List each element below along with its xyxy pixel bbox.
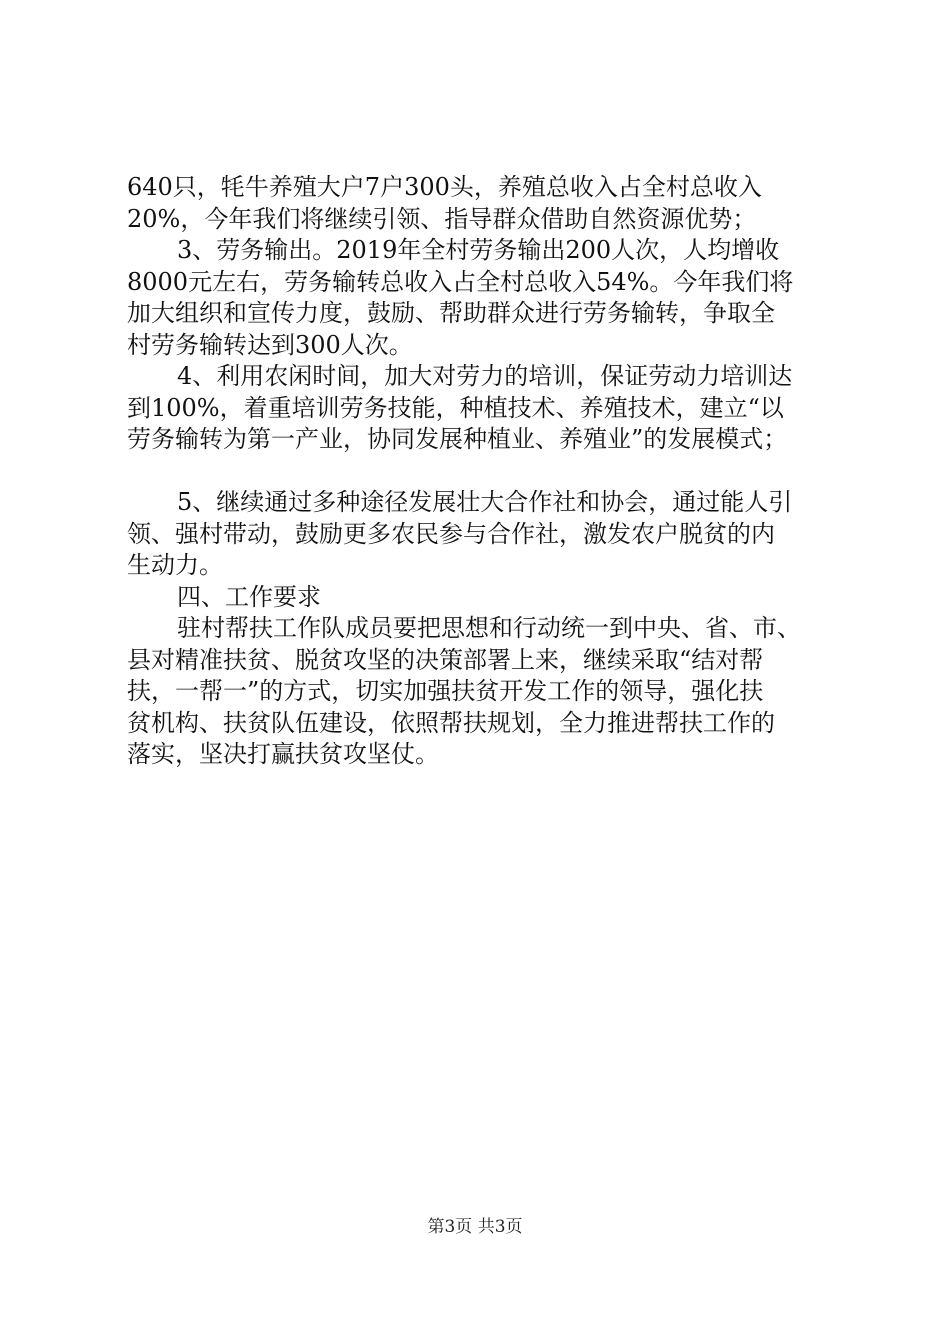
text-line-19: 落实，坚决打赢扶贫攻坚仗。 [127,740,439,768]
text-line-17: 扶，一帮一”的方式，切实加强扶贫开发工作的领导，强化扶 [127,677,764,705]
text-line-4: 8000元左右，劳务输转总收入占全村总收入54%。今年我们将 [127,267,794,296]
text-line-18: 贫机构、扶贫队伍建设，依照帮扶规划，全力推进帮扶工作的 [127,708,775,737]
text-line-5: 加大组织和宣传力度，鼓励、帮助群众进行劳务输转，争取全 [127,299,775,327]
text-line-16: 县对精准扶贫、脱贫攻坚的决策部署上来，继续采取“结对帮 [127,645,764,674]
text-line-2: 20%，今年我们将继续引领、指导群众借助自然资源优势； [127,204,757,233]
text-line-15: 驻村帮扶工作队成员要把思想和行动统一到中央、省、市、 [177,614,801,642]
text-line-7: 4、利用农闲时间，加大对劳力的培训，保证劳动力培训达 [177,362,793,390]
text-line-13: 生动力。 [127,551,223,579]
blank-line [127,456,847,488]
page-footer [0,1212,950,1237]
text-line-9: 劳务输转为第一产业，协同发展种植业、养殖业”的发展模式； [127,425,788,453]
text-line-11: 5、继续通过多种途径发展壮大合作社和协会，通过能人引 [177,488,793,516]
document-body [127,172,847,771]
text-line-6: 村劳务输转达到300人次。 [127,330,413,359]
text-line-3: 3、劳务输出。2019年全村劳务输出200人次，人均增收 [177,236,780,264]
section-heading: 四、工作要求 [177,582,321,611]
text-line-8: 到100%，着重培训劳务技能，种植技术、养殖技术，建立“以 [127,393,784,422]
text-line-1: 640只，牦牛养殖大户7户300头，养殖总收入占全村总收入 [127,173,762,201]
text-line-12: 领、强村带动，鼓励更多农民参与合作社，激发农户脱贫的内 [127,519,775,548]
page-number: 第3页 共3页 [427,1217,523,1237]
